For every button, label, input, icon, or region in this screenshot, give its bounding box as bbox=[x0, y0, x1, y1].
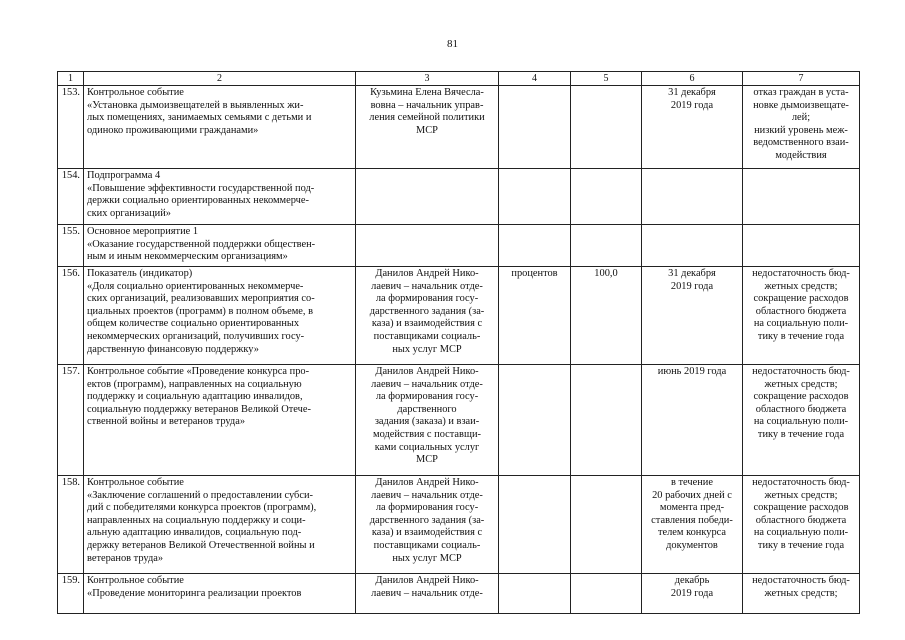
cell-c5 bbox=[571, 225, 642, 267]
cell-c7 bbox=[743, 225, 860, 267]
cell-text-line: «Повышение эффективности государственной под- bbox=[87, 182, 315, 194]
cell-c4 bbox=[499, 365, 571, 476]
cell-c4 bbox=[499, 169, 571, 225]
cell-c4 bbox=[499, 476, 571, 574]
row-number: 158. bbox=[58, 476, 84, 574]
cell-text-line: «Доля социально ориентированных некоммерче- bbox=[87, 280, 304, 292]
table-row bbox=[58, 169, 860, 225]
cell-c5 bbox=[571, 476, 642, 574]
cell-text-line: сокращение расходов bbox=[753, 391, 849, 403]
cell-c5 bbox=[571, 267, 642, 365]
cell-text-line: тику в течение года bbox=[757, 428, 845, 440]
cell-text-line: поставщиками социаль- bbox=[373, 539, 481, 551]
cell-text-line: «Установка дымоизвещателей в выявленных жи- bbox=[87, 99, 304, 111]
cell-text-line: МСР bbox=[416, 454, 438, 466]
cell-c3 bbox=[356, 574, 499, 614]
cell-c4 bbox=[499, 574, 571, 614]
cell-text-line: лаевич – начальник отде- bbox=[371, 489, 483, 501]
cell-text-line: каза) и взаимодействия с bbox=[371, 527, 483, 539]
cell-text-line: отказ граждан в уста- bbox=[753, 87, 849, 98]
cell-c3 bbox=[356, 476, 499, 574]
cell-text-line: ставления победи- bbox=[651, 514, 733, 526]
cell-text-line: модействия с поставщи- bbox=[373, 428, 481, 440]
cell-c6 bbox=[642, 86, 743, 169]
row-number: 153. bbox=[58, 86, 84, 169]
cell-text-line: альную адаптацию инвалидов, социальную под- bbox=[87, 527, 302, 539]
cell-c5 bbox=[571, 86, 642, 169]
row-number: 159. bbox=[58, 574, 84, 614]
cell-text-line: поставщиками социаль- bbox=[373, 330, 481, 342]
row-number: 156. bbox=[58, 267, 84, 365]
cell-text-line: ла формирования госу- bbox=[375, 391, 479, 403]
cell-c7 bbox=[743, 365, 860, 476]
cell-text-line: недостаточность бюд- bbox=[752, 477, 850, 488]
cell-text-line: «Оказание государственной поддержки обществен- bbox=[87, 238, 316, 250]
cell-text-line: Данилов Андрей Нико- bbox=[375, 366, 479, 377]
table-row bbox=[58, 476, 860, 574]
cell-text-line: модействия bbox=[775, 149, 827, 161]
cell-text-line: ведомственного взаи- bbox=[753, 137, 849, 149]
cell-text-line: 31 декабря bbox=[668, 87, 716, 98]
cell-text-line: дарственную финансовую поддержку» bbox=[87, 343, 259, 355]
cell-c3 bbox=[356, 86, 499, 169]
cell-text-line: 2019 года bbox=[670, 280, 714, 292]
table-row bbox=[58, 267, 860, 365]
cell-text-line: ным и иным некоммерческим организациям» bbox=[87, 251, 288, 263]
cell-text-line: ственной войны и ветеранов труда» bbox=[87, 416, 246, 428]
cell-text-line: держку ветеранов Великой Отечественной войны и bbox=[87, 539, 315, 551]
table-row bbox=[58, 225, 860, 267]
cell-text-line: лаевич – начальник отде- bbox=[371, 587, 483, 599]
cell-text-line: каза) и взаимодействия с bbox=[371, 318, 483, 330]
cell-text-line: в течение bbox=[671, 477, 713, 488]
cell-text-line: дарственного задания (за- bbox=[369, 305, 485, 317]
cell-text-line: Данилов Андрей Нико- bbox=[375, 268, 479, 279]
table-row bbox=[58, 365, 860, 476]
cell-text-line: циальных проектов (программ) в полном объеме, в bbox=[87, 305, 314, 317]
cell-text-line: лых помещениях, занимаемых семьями с детьми и bbox=[87, 112, 312, 124]
cell-c2 bbox=[84, 574, 356, 614]
cell-text-line: процентов bbox=[511, 268, 558, 279]
cell-text-line: ла формирования госу- bbox=[375, 502, 479, 514]
cell-text-line: МСР bbox=[416, 124, 438, 136]
cell-c2 bbox=[84, 476, 356, 574]
cell-c3 bbox=[356, 225, 499, 267]
cell-c4 bbox=[499, 225, 571, 267]
cell-c6 bbox=[642, 574, 743, 614]
cell-text-line: Контрольное событие bbox=[87, 87, 184, 98]
cell-c2 bbox=[84, 365, 356, 476]
cell-text-line: дий с победителями конкурса проектов (программ), bbox=[87, 502, 317, 514]
header-cell: 2 bbox=[84, 72, 356, 86]
table-row bbox=[58, 86, 860, 169]
cell-text-line: ных услуг МСР bbox=[392, 552, 462, 564]
cell-c4 bbox=[499, 86, 571, 169]
cell-text-line: недостаточность бюд- bbox=[752, 268, 850, 279]
cell-text-line: телем конкурса bbox=[657, 527, 727, 539]
cell-text-line: Контрольное событие bbox=[87, 575, 184, 586]
cell-text-line: ских организаций» bbox=[87, 207, 171, 219]
cell-text-line: 100,0 bbox=[594, 268, 618, 279]
cell-text-line: сокращение расходов bbox=[753, 293, 849, 305]
cell-text-line: лаевич – начальник отде- bbox=[371, 378, 483, 390]
cell-text-line: на социальную поли- bbox=[753, 318, 849, 330]
cell-c7 bbox=[743, 169, 860, 225]
cell-text-line: на социальную поли- bbox=[753, 527, 849, 539]
cell-text-line: Показатель (индикатор) bbox=[87, 268, 193, 279]
cell-c7 bbox=[743, 86, 860, 169]
cell-c6 bbox=[642, 365, 743, 476]
cell-c7 bbox=[743, 476, 860, 574]
cell-text-line: 2019 года bbox=[670, 99, 714, 111]
cell-c3 bbox=[356, 365, 499, 476]
cell-text-line: сокращение расходов bbox=[753, 502, 849, 514]
cell-c3 bbox=[356, 267, 499, 365]
cell-c6 bbox=[642, 169, 743, 225]
cell-text-line: держки социально ориентированных некоммерче- bbox=[87, 195, 309, 207]
cell-text-line: на социальную поли- bbox=[753, 416, 849, 428]
cell-text-line: декабрь bbox=[674, 575, 710, 586]
cell-text-line: направленных на социальную поддержку и соци- bbox=[87, 514, 306, 526]
cell-text-line: недостаточность бюд- bbox=[752, 575, 850, 586]
header-cell: 1 bbox=[58, 72, 84, 86]
cell-text-line: некоммерческих организаций, получивших госу- bbox=[87, 330, 305, 342]
cell-text-line: Подпрограмма 4 bbox=[87, 170, 161, 181]
cell-text-line: жетных средств; bbox=[764, 587, 838, 599]
cell-text-line: недостаточность бюд- bbox=[752, 366, 850, 377]
row-number: 157. bbox=[58, 365, 84, 476]
cell-text-line: ских организаций, реализовавших мероприятия со- bbox=[87, 293, 315, 305]
header-cell: 5 bbox=[571, 72, 642, 86]
table-row bbox=[58, 574, 860, 614]
cell-text-line: 31 декабря bbox=[668, 268, 716, 279]
cell-c6 bbox=[642, 476, 743, 574]
cell-text-line: областного бюджета bbox=[755, 403, 847, 415]
cell-text-line: Данилов Андрей Нико- bbox=[375, 477, 479, 488]
header-cell: 6 bbox=[642, 72, 743, 86]
cell-c3 bbox=[356, 169, 499, 225]
cell-c2 bbox=[84, 225, 356, 267]
cell-text-line: низкий уровень меж- bbox=[754, 124, 848, 136]
cell-text-line: жетных средств; bbox=[764, 489, 838, 501]
cell-text-line: областного бюджета bbox=[755, 514, 847, 526]
header-cell: 4 bbox=[499, 72, 571, 86]
page-number: 81 bbox=[447, 38, 458, 50]
cell-text-line: областного бюджета bbox=[755, 305, 847, 317]
cell-text-line: ветеранов труда» bbox=[87, 552, 164, 564]
cell-c7 bbox=[743, 574, 860, 614]
cell-text-line: Основное мероприятие 1 bbox=[87, 226, 199, 237]
cell-text-line: дарственного bbox=[397, 403, 457, 415]
row-number: 154. bbox=[58, 169, 84, 225]
cell-c7 bbox=[743, 267, 860, 365]
cell-text-line: Кузьмина Елена Вячесла- bbox=[370, 87, 484, 98]
header-cell: 3 bbox=[356, 72, 499, 86]
cell-text-line: поддержку и социальную адаптацию инвалидов, bbox=[87, 391, 303, 403]
cell-text-line: ками социальных услуг bbox=[374, 441, 480, 453]
cell-text-line: жетных средств; bbox=[764, 378, 838, 390]
header-row bbox=[58, 72, 860, 86]
cell-c6 bbox=[642, 267, 743, 365]
cell-text-line: дарственного задания (за- bbox=[369, 514, 485, 526]
cell-text-line: задания (заказа) и взаи- bbox=[374, 416, 480, 428]
cell-text-line: июнь 2019 года bbox=[657, 366, 727, 377]
plan-table bbox=[57, 71, 860, 614]
cell-text-line: ления семейной политики bbox=[369, 112, 485, 124]
cell-text-line: 20 рабочих дней с bbox=[652, 489, 732, 501]
cell-c2 bbox=[84, 267, 356, 365]
cell-c5 bbox=[571, 365, 642, 476]
cell-c4 bbox=[499, 267, 571, 365]
cell-text-line: Контрольное событие «Проведение конкурса про- bbox=[87, 366, 310, 377]
cell-c5 bbox=[571, 169, 642, 225]
cell-text-line: лаевич – начальник отде- bbox=[371, 280, 483, 292]
cell-text-line: документов bbox=[666, 539, 718, 551]
cell-c6 bbox=[642, 225, 743, 267]
cell-text-line: социальную поддержку ветеранов Великой Отече- bbox=[87, 403, 311, 415]
cell-text-line: одиноко проживающими гражданами» bbox=[87, 124, 259, 136]
cell-text-line: новке дымоизвещате- bbox=[753, 99, 849, 111]
row-number: 155. bbox=[58, 225, 84, 267]
cell-text-line: тику в течение года bbox=[757, 539, 845, 551]
cell-text-line: ектов (программ), направленных на социальную bbox=[87, 378, 302, 390]
cell-text-line: жетных средств; bbox=[764, 280, 838, 292]
cell-text-line: 2019 года bbox=[670, 587, 714, 599]
cell-text-line: «Заключение соглашений о предоставлении субси- bbox=[87, 489, 313, 501]
header-cell: 7 bbox=[743, 72, 860, 86]
cell-text-line: вовна – начальник управ- bbox=[370, 99, 484, 111]
cell-text-line: ла формирования госу- bbox=[375, 293, 479, 305]
cell-c2 bbox=[84, 86, 356, 169]
cell-c2 bbox=[84, 169, 356, 225]
cell-text-line: лей; bbox=[791, 112, 811, 124]
cell-text-line: тику в течение года bbox=[757, 330, 845, 342]
cell-text-line: ных услуг МСР bbox=[392, 343, 462, 355]
cell-text-line: Контрольное событие bbox=[87, 477, 184, 488]
cell-text-line: общем количестве социально ориентированных bbox=[87, 318, 300, 330]
cell-text-line: Данилов Андрей Нико- bbox=[375, 575, 479, 586]
cell-text-line: «Проведение мониторинга реализации проектов bbox=[87, 587, 302, 599]
cell-c5 bbox=[571, 574, 642, 614]
cell-text-line: момента пред- bbox=[659, 502, 725, 514]
